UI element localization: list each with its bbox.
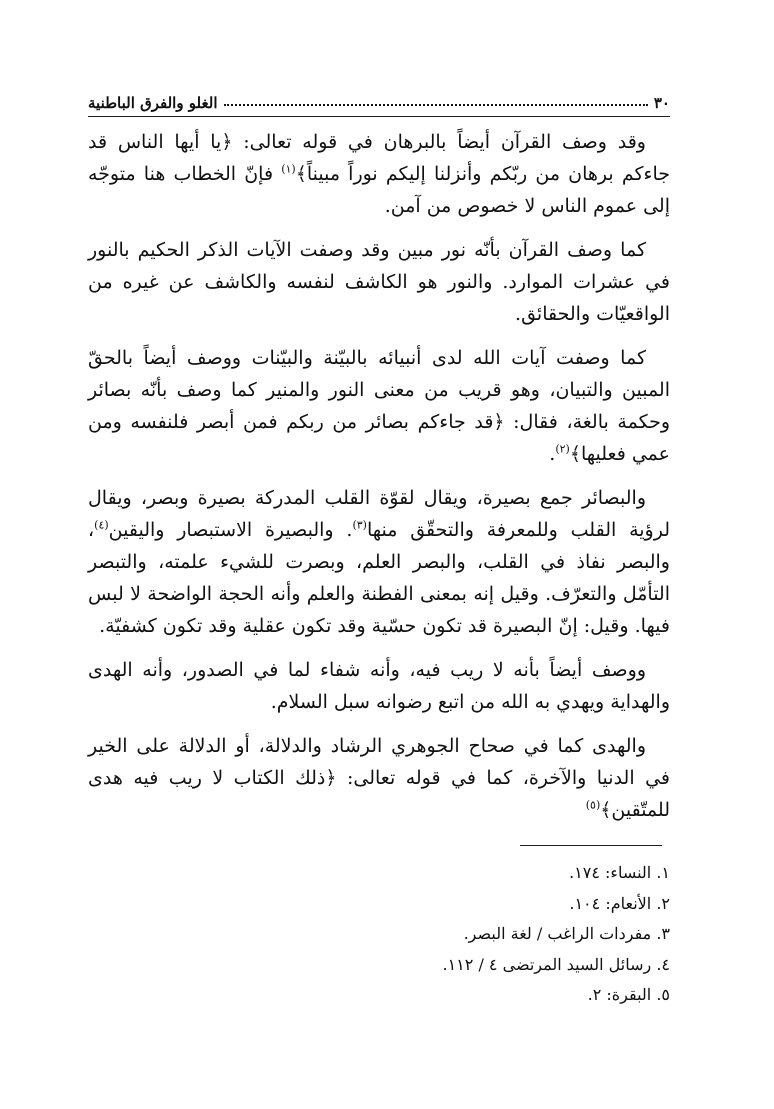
header-dot-leader (224, 104, 648, 106)
footnote-1: ١. النساء: ١٧٤. (569, 863, 670, 882)
footnote-5: ٥. البقرة: ٢. (587, 985, 670, 1004)
footnotes (200, 858, 670, 1011)
paragraph-text: والبصائر جمع بصيرة، ويقال لقوّة القلب المدركة بصيرة وبصر، ويقال لرؤية القلب وللمعرفة والتحقّق منها (88, 487, 670, 541)
paragraph-text: والهدى كما في صحاح الجوهري الرشاد والدلالة، أو الدلالة على الخير في الدنيا والآخرة، كما في قوله تعالى: ﴿ذلك الكتاب لا ريب فيه هدى للمتّقين﴾ (88, 735, 670, 821)
body-paragraph (88, 730, 670, 826)
body-paragraph (88, 126, 670, 222)
footnote-2: ٢. الأنعام: ١٠٤. (569, 893, 670, 913)
body-paragraph (88, 342, 670, 470)
body-paragraph (88, 482, 670, 642)
paragraph-text: فإنّ الخطاب هنا متوجّه إلى عموم الناس لا خصوص من آمن. (88, 163, 670, 217)
body-paragraph (88, 654, 670, 718)
footnote-marker: (٣) (352, 518, 367, 532)
footnote-marker: (١) (281, 162, 296, 176)
paragraph-text: . (549, 443, 556, 465)
paragraph-text: كما وصف القرآن بأنّه نور مبين وقد وصفت الآيات الذكر الحكيم بالنور في عشرات الموارد. والنور هو الكاشف لنفسه والكاشف عن غيره من الواقعيّات والحقائق. (88, 239, 670, 325)
paragraph-text: وقد وصف القرآن أيضاً بالبرهان في قوله تعالى: ﴿يا أيها الناس قد جاءكم برهان من ربّكم وأنزلنا إليكم نوراً مبيناً﴾ (88, 131, 670, 185)
main-text (88, 126, 670, 838)
paragraph-text: . والبصيرة الاستبصار واليقين (108, 519, 353, 541)
footnote-marker: (٤) (94, 518, 109, 532)
body-paragraph (88, 234, 670, 330)
book-title: الغلو والفرق الباطنية (88, 94, 218, 112)
paragraph-text: ، والبصر نفاذ في القلب، والبصر العلم، وبصرت للشيء علمته، والتبصر التأمّل والتعرّف. وقيل إنه بمعنى الفطنة والعلم وأنه الحجة الواضحة لا لبس فيها. وقيل: إنّ البصيرة قد تكون حسّية وقد تكون عقلية وقد تكون كشفيّة. (88, 519, 670, 637)
footnote-3: ٣. مفردات الراغب / لغة البصر. (463, 924, 670, 943)
header-rule (88, 116, 670, 117)
running-header (88, 86, 670, 112)
footnote-marker: (٢) (555, 442, 570, 456)
page-number: ٣٠ (653, 94, 670, 112)
paragraph-text: كما وصفت آيات الله لدى أنبيائه بالبيّنة والبيّنات ووصف أيضاً بالحقّ المبين والتبيان، وهو قريب من معنى النور والمنير كما وصف بأنّه بصائر وحكمة بالغة، فقال: ﴿قد جاءكم بصائر من ربكم فمن أبصر فلنفسه ومن عمي فعليها﴾ (88, 347, 670, 465)
footnote-marker: (٥) (585, 798, 601, 812)
paragraph-text: ووصف أيضاً بأنه لا ريب فيه، وأنه شفاء لما في الصدور، وأنه الهدى والهداية ويهدي به الله من اتبع رضوانه سبل السلام. (88, 659, 670, 713)
footnote-separator (520, 845, 662, 846)
footnote-4: ٤. رسائل السيد المرتضى ٤ / ١١٢. (442, 954, 670, 974)
